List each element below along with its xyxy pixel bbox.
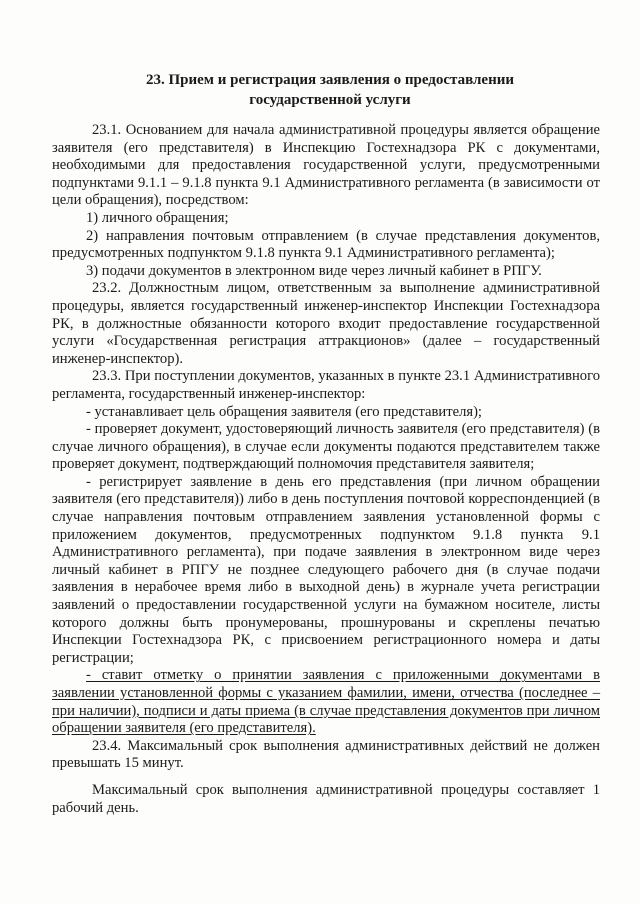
paragraph-23-4-max-term: Максимальный срок выполнения административной процедуры составляет 1 рабочий день. xyxy=(52,781,600,816)
paragraph-23-3-item-3: - регистрирует заявление в день его представления (при личном обращении заявителя (его представителя)) либо в день поступления почтовой корреспонденцией (в случае направления почтовым отправлением заявления установленной формы с приложением документов, предусмотренных подпунктом 9.1.8 пункта 9.1 Административного регламента), при подаче заявления в электронном виде через личный кабинет в РПГУ не позднее следующего рабочего дня (в случае подачи заявления в нерабочее время либо в выходной день) в журнале учета регистрации заявлений о предоставлении государственной услуги на бумажном носителе, листы которого должны быть пронумерованы, прошнурованы и скреплены печатью Инспекции Гостехнадзора РК, с присвоением регистрационного номера и даты регистрации; xyxy=(52,473,600,666)
paragraph-23-3-item-1: - устанавливает цель обращения заявителя (его представителя); xyxy=(86,403,482,420)
section-title-line-1: 23. Прием и регистрация заявления о предоставлении xyxy=(146,72,514,88)
document-body xyxy=(52,122,600,817)
paragraph-23-4: 23.4. Максимальный срок выполнения административных действий не должен превышать 15 минут. xyxy=(52,737,600,772)
paragraph-spacer xyxy=(52,773,600,782)
paragraph-23-1-item-3: 3) подачи документов в электронном виде через личный кабинет в РПГУ. xyxy=(86,262,542,279)
section-title xyxy=(60,70,600,110)
paragraph-23-1: 23.1. Основанием для начала административной процедуры является обращение заявителя (его представителя) в Инспекцию Гостехнадзора РК с документами, необходимыми для предоставления государственной услуги, предусмотренными подпунктами 9.1.1 – 9.1.8 пункта 9.1 Административного регламента (в зависимости от цели обращения), посредством: xyxy=(52,122,600,209)
paragraph-23-3-item-2: - проверяет документ, удостоверяющий личность заявителя (его представителя) (в случае личного обращения), в случае если документы подаются представителем также проверяет документ, подтверждающий полномочия представителя заявителя; xyxy=(52,421,600,473)
paragraph-23-1-item-1: 1) личного обращения; xyxy=(86,209,229,226)
section-title-line-2: государственной услуги xyxy=(249,92,411,108)
paragraph-23-3-item-4: - ставит отметку о принятии заявления с приложенными документами в заявлении установленной формы с указанием фамилии, имени, отчества (последнее – при наличии), подписи и даты приема (в случае представления документов при личном обращении заявителя (его представителя). xyxy=(52,667,600,737)
paragraph-23-2: 23.2. Должностным лицом, ответственным за выполнение административной процедуры, является государственный инженер-инспектор Инспекции Гостехнадзора РК, в должностные обязанности которого входит предоставление государственной услуги «Государственная регистрация аттракционов» (далее – государственный инженер-инспектор). xyxy=(52,280,600,367)
paragraph-23-1-item-2: 2) направления почтовым отправлением (в случае представления документов, предусмотренных подпунктом 9.1.8 пункта 9.1 Административного регламента); xyxy=(52,227,600,262)
paragraph-23-3: 23.3. При поступлении документов, указанных в пункте 23.1 Административного регламента, государственный инженер-инспектор: xyxy=(52,368,600,402)
